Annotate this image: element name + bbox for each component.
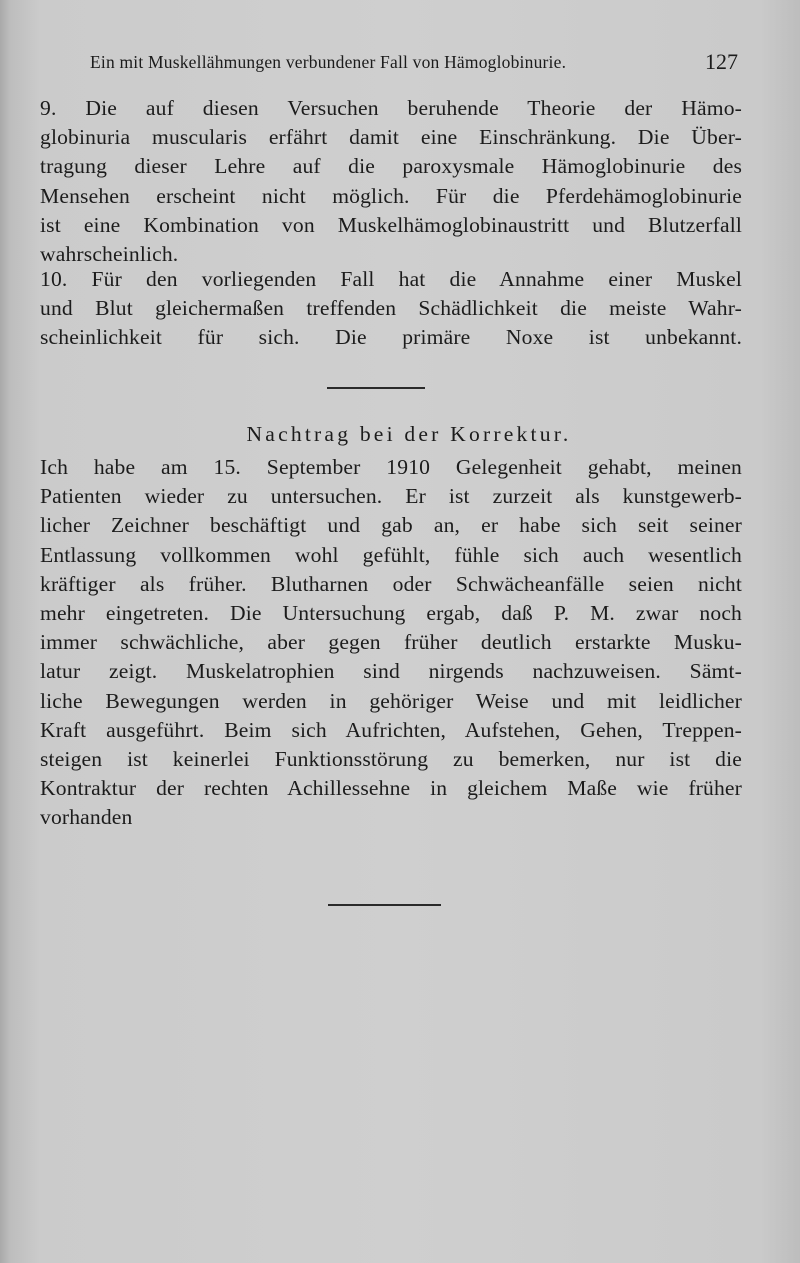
text-line: immer schwächliche, aber gegen früher deutlich erstarkte Musku- <box>40 630 742 655</box>
paragraph-10 <box>40 265 742 353</box>
text-line: Entlassung vollkommen wohl gefühlt, fühle sich auch wesentlich <box>40 542 742 567</box>
paragraph-9 <box>40 94 742 269</box>
text-line: mehr eingetreten. Die Untersuchung ergab, daß P. M. zwar noch <box>40 600 742 625</box>
text-line: Mensehen erscheint nicht möglich. Für die Pferdehämoglobinurie <box>40 183 742 208</box>
text-line: latur zeigt. Muskelatrophien sind nirgends nachzuweisen. Sämt- <box>40 659 742 684</box>
text-line: 10. Für den vorliegenden Fall hat die Annahme einer Muskel <box>40 267 742 291</box>
addendum-heading: Nachtrag bei der Korrektur. <box>246 422 572 446</box>
end-divider <box>328 904 441 906</box>
text-line: Patienten wieder zu untersuchen. Er ist zurzeit als kunstgewerb- <box>40 484 742 509</box>
section-divider <box>327 387 425 389</box>
text-line: scheinlichkeit für sich. Die primäre Noxe ist unbekannt. <box>40 325 742 350</box>
text-line: vorhanden <box>40 805 133 830</box>
text-line: 9. Die auf diesen Versuchen beruhende Theorie der Hämo- <box>40 96 742 120</box>
bleed-through-text <box>40 365 760 387</box>
text-line: wahrscheinlich. <box>40 241 179 266</box>
text-line: liche Bewegungen werden in gehöriger Weise und mit leidlicher <box>40 688 742 713</box>
text-line: kräftiger als früher. Blutharnen oder Schwächeanfälle seien nicht <box>40 571 742 596</box>
addendum-paragraph <box>40 453 742 832</box>
running-title: Ein mit Muskellähmungen verbundener Fall von Hämoglobinurie. <box>90 52 567 72</box>
text-line: steigen ist keinerlei Funktionsstörung zu bemerken, nur ist die <box>40 746 742 771</box>
text-line: und Blut gleichermaßen treffenden Schädlichkeit die meiste Wahr- <box>40 296 742 321</box>
bleed-through-text <box>40 950 760 972</box>
text-line: Kontraktur der rechten Achillessehne in gleichem Maße wie früher <box>40 776 742 801</box>
running-head <box>90 50 742 78</box>
text-line: tragung dieser Lehre auf die paroxysmale Hämoglobinurie des <box>40 154 742 179</box>
text-line: licher Zeichner beschäftigt und gab an, er habe sich seit seiner <box>40 513 742 538</box>
text-line: ist eine Kombination von Muskelhämoglobinaustritt und Blutzerfall <box>40 212 742 237</box>
text-line: Kraft ausgeführt. Beim sich Aufrichten, Aufstehen, Gehen, Treppen- <box>40 717 742 742</box>
text-line: globinuria muscularis erfährt damit eine Einschränkung. Die Über- <box>40 125 742 150</box>
page-number: 127 <box>705 49 738 74</box>
text-line: Ich habe am 15. September 1910 Gelegenheit gehabt, meinen <box>40 455 742 479</box>
